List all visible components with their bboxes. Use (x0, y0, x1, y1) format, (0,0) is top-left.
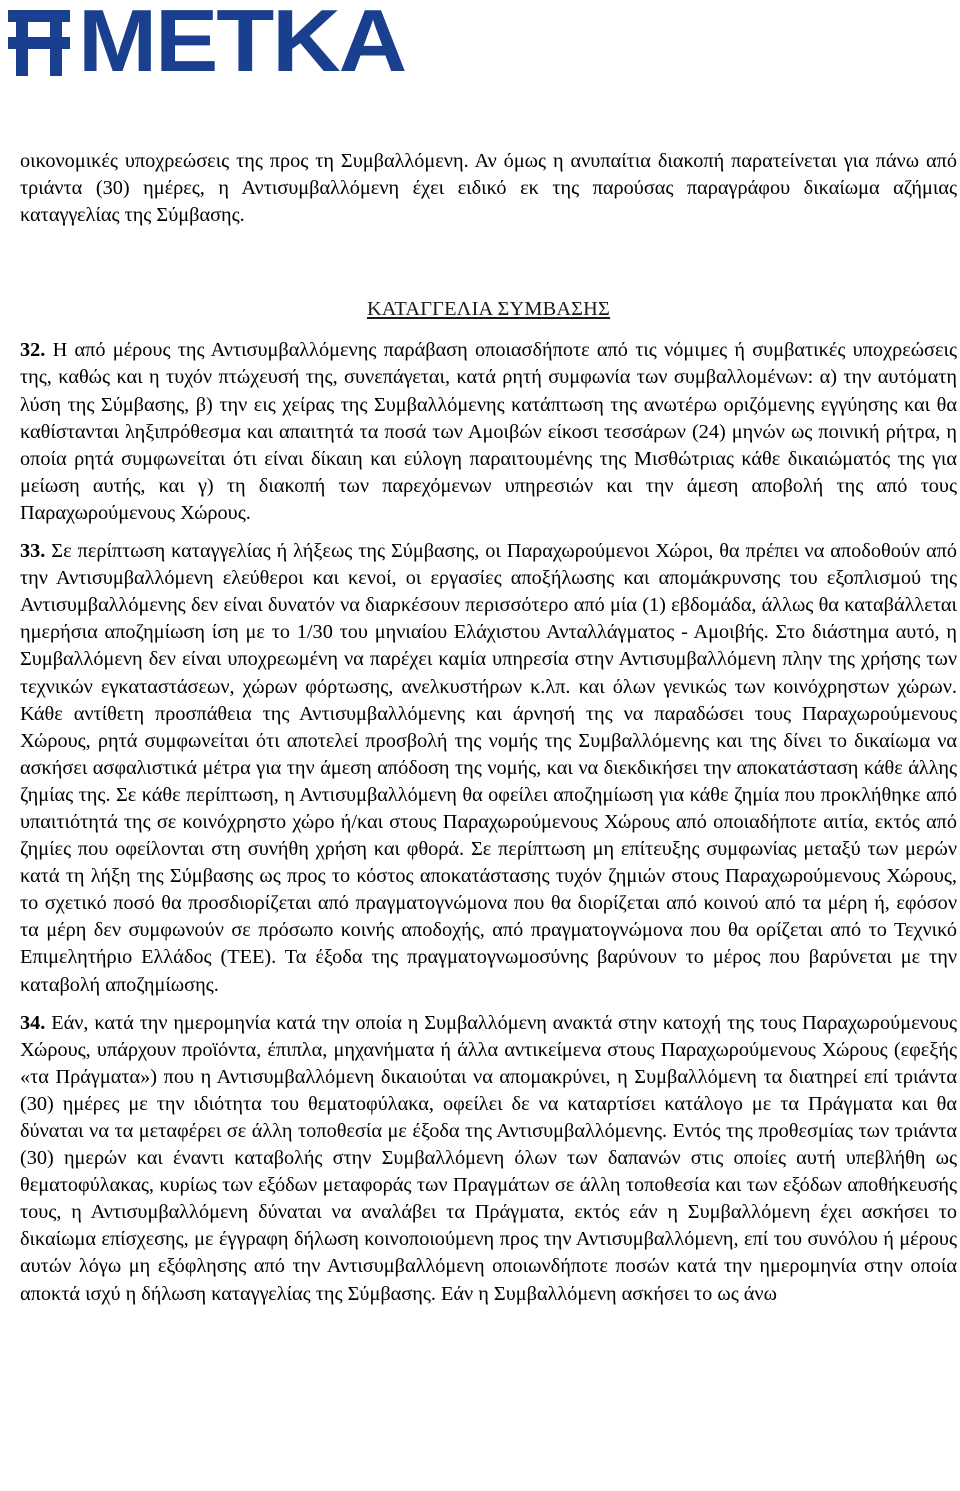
brand-name: METKA (78, 0, 406, 90)
metka-logo-icon (8, 10, 70, 76)
document-body (20, 148, 957, 1319)
clause-32 (20, 337, 957, 527)
clause-text: Η από μέρους της Αντισυμβαλλόμενης παράβαση οποιασδήποτε από τις νόμιμες ή συμβατικές υποχρεώσεις της, καθώς και η τυχόν πτώχευσή της, συνεπάγεται, κατά ρητή συμφωνία των συμβαλλομένων: α) την αυτόματη λύση της Σύμβασης, β) την εις χείρας της Συμβαλλόμενης κατάπτωση της ανωτέρω οριζόμενης εγγύησης και θα καθίστανται ληξιπρόθεσμα και απαιτητά τα ποσά των Αμοιβών είκοσι τεσσάρων (24) μηνών ως ποινική ρήτρα, η οποία ρητά συμφωνείται ότι είναι δίκαιη και εύλογη παραιτουμένης της Μισθώτριας κάθε δικαιώματός της για μείωση αυτής, και γ) τη διακοπή των παρεχόμενων υπηρεσιών και την άμεση αποβολή της από τους Παραχωρούμενους Χώρους. (20, 339, 957, 524)
clause-text: Εάν, κατά την ημερομηνία κατά την οποία η Συμβαλλόμενη ανακτά στην κατοχή της τους Παραχωρούμενους Χώρους, υπάρχουν προϊόντα, έπιπλα, μηχανήματα ή άλλα αντικείμενα στους Παραχωρούμενους Χώρους (εφεξής «τα Πράγματα») που η Αντισυμβαλλόμενη δικαιούται να απομακρύνει, η Συμβαλλόμενη τα διατηρεί επί τριάντα (30) ημέρες με την ιδιότητα του θεματοφύλακα, οφείλει δε να καταρτίσει κατάλογο με τα Πράγματα και θα δύναται να τα μεταφέρει σε άλλη τοποθεσία με έξοδα της Αντισυμβαλλόμενης. Εντός της προθεσμίας των τριάντα (30) ημερών και έναντι καταβολής στην Συμβαλλόμενη όλων των δαπανών στις οποίες αυτή υπεβλήθη ως θεματοφύλακας, κυρίως των εξόδων μεταφοράς των Πραγμάτων σε άλλη τοποθεσία και των εξόδων αποθήκευσής τους, η Αντισυμβαλλόμενη δύναται να αναλάβει τα Πράγματα, εκτός εάν η Συμβαλλόμενη έχει ασκήσει το δικαίωμα επίσχεσης, με έγγραφη δήλωση κοινοποιούμενη προς την Αντισυμβαλλόμενη, επί του συνόλου ή μέρους αυτών λόγω μη εξόφλησης από την Αντισυμβαλλόμενη οποιωνδήποτε ποσών κατά την ημερομηνία στην οποία αποκτά ισχύ η δήλωση καταγγελίας της Σύμβασης. Εάν η Συμβαλλόμενη ασκήσει το ως άνω (20, 1011, 957, 1305)
clause-34 (20, 1010, 957, 1308)
clause-number: 32. (20, 339, 46, 362)
section-heading: ΚΑΤΑΓΓΕΛΙΑ ΣΥΜΒΑΣΗΣ (366, 298, 611, 321)
clause-number: 34. (20, 1011, 46, 1034)
clause-33 (20, 538, 957, 999)
lead-paragraph: οικονομικές υποχρεώσεις της προς τη Συμβαλλόμενη. Αν όμως η ανυπαίτια διακοπή παρατείνεται για πάνω από τριάντα (30) ημέρες, η Αντισυμβαλλόμενη έχει ειδικό εκ της παρούσας παραγράφου δικαίωμα αζήμιας καταγγελίας της Σύμβασης. (20, 150, 957, 227)
clause-text: Σε περίπτωση καταγγελίας ή λήξεως της Σύμβασης, οι Παραχωρούμενοι Χώροι, θα πρέπει να αποδοθούν από την Αντισυμβαλλόμενη ελεύθεροι και κενοί, οι εργασίες αποξήλωσης και απομάκρυνσης του εξοπλισμού της Αντισυμβαλλόμενης δεν είναι δυνατόν να διαρκέσουν περισσότερο από μία (1) εβδομάδα, άλλως θα καταβάλλεται ημερήσια αποζημίωση ίση με το 1/30 του μηνιαίου Ελάχιστου Ανταλλάγματος - Αμοιβής. Στο διάστημα αυτό, η Συμβαλλόμενη δεν είναι υποχρεωμένη να παρέχει καμία υπηρεσία στην Αντισυμβαλλόμενη πλην της χρήσης των τεχνικών εγκαταστάσεων, χώρων φόρτωσης, ανελκυστήρων κ.λπ. και όλων γενικώς των κοινόχρηστων χώρων. Κάθε αντίθετη προσπάθεια της Αντισυμβαλλόμενης και άρνησή της να παραδώσει τους Παραχωρούμενους Χώρους, ρητά συμφωνείται ότι αποτελεί προσβολή της νομής της Συμβαλλόμενης και της δίνει το δικαίωμα να ασκήσει ασφαλιστικά μέτρα για την άμεση απόδοση της νομής, και να διεκδικήσει την αποκατάσταση κάθε άλλης ζημίας της. Σε κάθε περίπτωση, η Αντισυμβαλλόμενη θα οφείλει αποζημίωση για κάθε ζημία που προκλήθηκε από υπαιτιότητά της σε κοινόχρηστο χώρο ή/και στους Παραχωρούμενους Χώρους από οποιαδήποτε αιτία, εκτός από ζημίες που οφείλονται στη συνήθη χρήση και φθορά. Σε περίπτωση μη επίτευξης συμφωνίας μεταξύ των μερών κατά τη λήξη της Σύμβασης ως προς το κόστος αποκατάστασης τυχόν ζημιών στους Παραχωρούμενους Χώρους, το σχετικό ποσό θα προσδιορίζεται από πραγματογνώμονα που θα διορίζεται από κοινού από τα μέρη ή, εφόσον τα μέρη δεν συμφωνούν σε πρόσωπο κοινής αποδοχής, από πραγματογνώμονα που θα ορίζεται από το Τεχνικό Επιμελητήριο Ελλάδος (ΤΕΕ). Τα έξοδα της πραγματογνωμοσύνης βαρύνουν το μέρος που βαρύνεται με την καταβολή αποζημίωσης. (20, 540, 957, 996)
clause-number: 33. (20, 540, 46, 563)
page-header (8, 0, 406, 90)
